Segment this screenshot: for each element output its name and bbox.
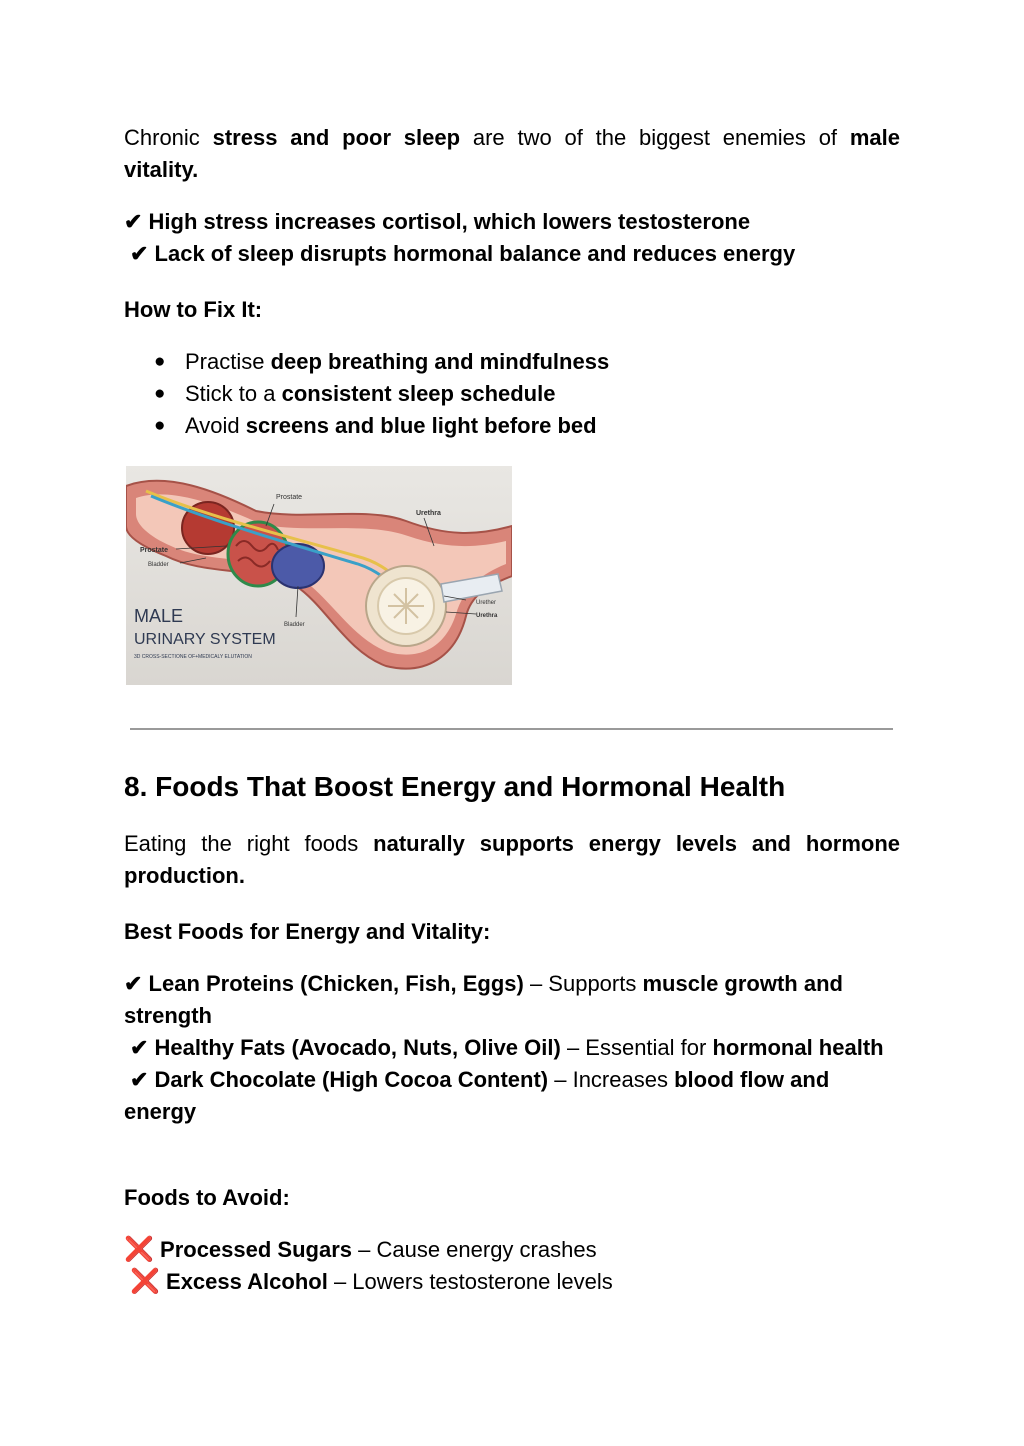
- anatomy-drawing: [126, 466, 512, 685]
- avoid-list: [124, 1234, 900, 1298]
- label-bladder-bottom: Bladder: [284, 622, 305, 628]
- label-bladder-left: Bladder: [148, 562, 169, 568]
- figure-subtitle: 3D CROSS-SECTIONE OF+MEDICALY ELUTATION: [134, 654, 252, 660]
- list-item: ● Practise deep breathing and mindfulness: [124, 346, 900, 378]
- figure-title-line2: URINARY SYSTEM: [134, 631, 276, 648]
- bullet-icon: ●: [154, 351, 166, 372]
- label-prostate-left: Prostate: [140, 547, 169, 554]
- fix-list: [124, 346, 900, 442]
- fix-heading: How to Fix It:: [124, 297, 263, 322]
- section-divider: [130, 728, 893, 730]
- list-item: ✔ Lean Proteins (Chicken, Fish, Eggs) – Supports muscle growth and strength: [124, 971, 843, 1028]
- best-foods-list: [124, 968, 900, 1128]
- list-item: ● Avoid screens and blue light before bed: [124, 410, 900, 442]
- list-item: ✔ Dark Chocolate (High Cocoa Content) – Increases blood flow and energy: [124, 1067, 830, 1124]
- section-intro: Eating the right foods naturally supports energy levels and hormone production.: [124, 831, 900, 888]
- check-line: ✔ Lack of sleep disrupts hormonal balance and reduces energy: [130, 241, 796, 266]
- cross-mark-icon: ❌: [130, 1268, 160, 1295]
- label-prostate-top: Prostate: [276, 494, 303, 501]
- intro-bold: stress and poor sleep: [212, 125, 461, 150]
- intro-paragraph: [124, 122, 900, 186]
- urinary-system-illustration: [126, 466, 512, 685]
- avoid-heading: Foods to Avoid:: [124, 1185, 290, 1210]
- label-urethra-top: Urethra: [416, 510, 441, 517]
- list-item: ❌ Excess Alcohol – Lowers testosterone levels: [130, 1268, 613, 1295]
- list-item: ● Stick to a consistent sleep schedule: [124, 378, 900, 410]
- list-item: ✔ Healthy Fats (Avocado, Nuts, Olive Oil) – Essential for hormonal health: [130, 1035, 884, 1060]
- list-item: ❌ Processed Sugars – Cause energy crashes: [124, 1236, 597, 1263]
- check-line: ✔ High stress increases cortisol, which lowers testosterone: [124, 209, 751, 234]
- best-foods-heading: Best Foods for Energy and Vitality:: [124, 919, 491, 944]
- figure-title-line1: MALE: [134, 606, 184, 626]
- cross-mark-icon: ❌: [124, 1236, 154, 1263]
- bullet-icon: ●: [154, 415, 166, 436]
- intro-text: Chronic: [124, 125, 213, 150]
- bullet-icon: ●: [154, 383, 166, 404]
- label-urethra-right: Urethra: [476, 613, 498, 619]
- label-urether: Urether: [476, 600, 497, 606]
- intro-text: are two of the biggest enemies of: [460, 125, 850, 150]
- intro-bold: male vitality.: [124, 125, 900, 182]
- section-heading: 8. Foods That Boost Energy and Hormonal Health: [124, 771, 786, 802]
